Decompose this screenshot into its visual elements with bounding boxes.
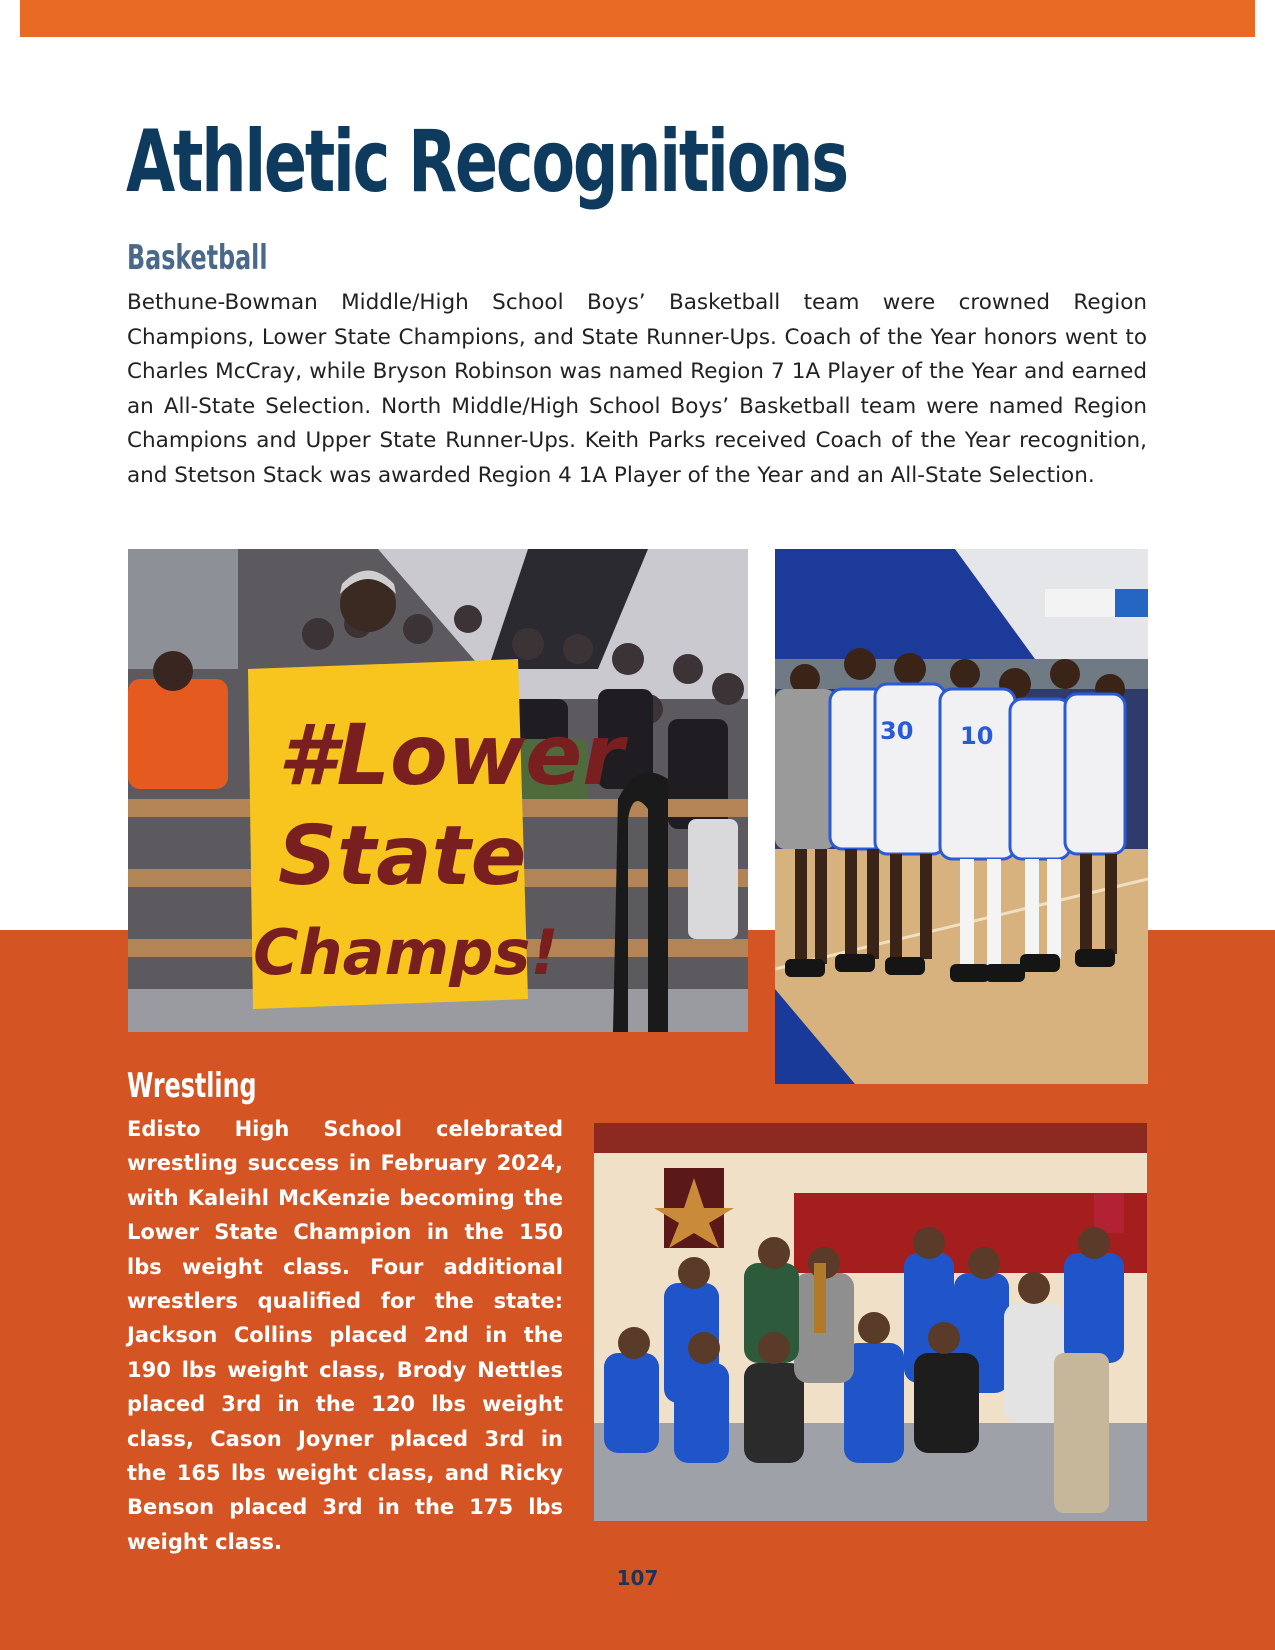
team-huddle-photo <box>775 549 1148 1084</box>
wrestling-heading: Wrestling <box>127 1066 257 1106</box>
jersey-number-10: 10 <box>960 722 994 750</box>
wrestling-paragraph: Edisto High School celebrated wrestling success in February 2024, with Kaleihl McKenzie becoming the Lower State Champion in the 150 lbs weight class. Four additional wrestlers qualified for the state: Jackson Collins placed 2nd in the 190 lbs weight class, Brody Nettles placed 3rd in the 120 lbs weight class, Cason Joyner placed 3rd in the 165 lbs weight class, and Ricky Benson placed 3rd in the 175 lbs weight class. <box>127 1117 563 1554</box>
jersey-number-30: 30 <box>880 717 914 745</box>
fan-sign-photo <box>128 549 748 1032</box>
page-number: 107 <box>616 1566 659 1590</box>
basketball-paragraph: Bethune-Bowman Middle/High School Boys’ Basketball team were crowned Region Champions, Lower State Champions, and State Runner-Ups. Coach of the Year honors went to Charles McCray, while Bryson Robinson was named Region 7 1A Player of the Year and earned an All-State Selection. North Middle/High School Boys’ Basketball team were named Region Champions and Upper State Runner-Ups. Keith Parks received Coach of the Year recognition, and Stetson Stack was awarded Region 4 1A Player of the Year and an All-State Selection. <box>127 290 1147 488</box>
basketball-heading: Basketball <box>127 238 268 278</box>
sign-line-2: State <box>278 809 527 904</box>
sign-line-3: Champs! <box>253 916 559 989</box>
top-accent-bar <box>20 0 1255 37</box>
sign-line-1: #Lower <box>278 706 624 804</box>
page-title: Athletic Recognitions <box>126 112 847 212</box>
wrestling-team-photo <box>594 1123 1147 1521</box>
